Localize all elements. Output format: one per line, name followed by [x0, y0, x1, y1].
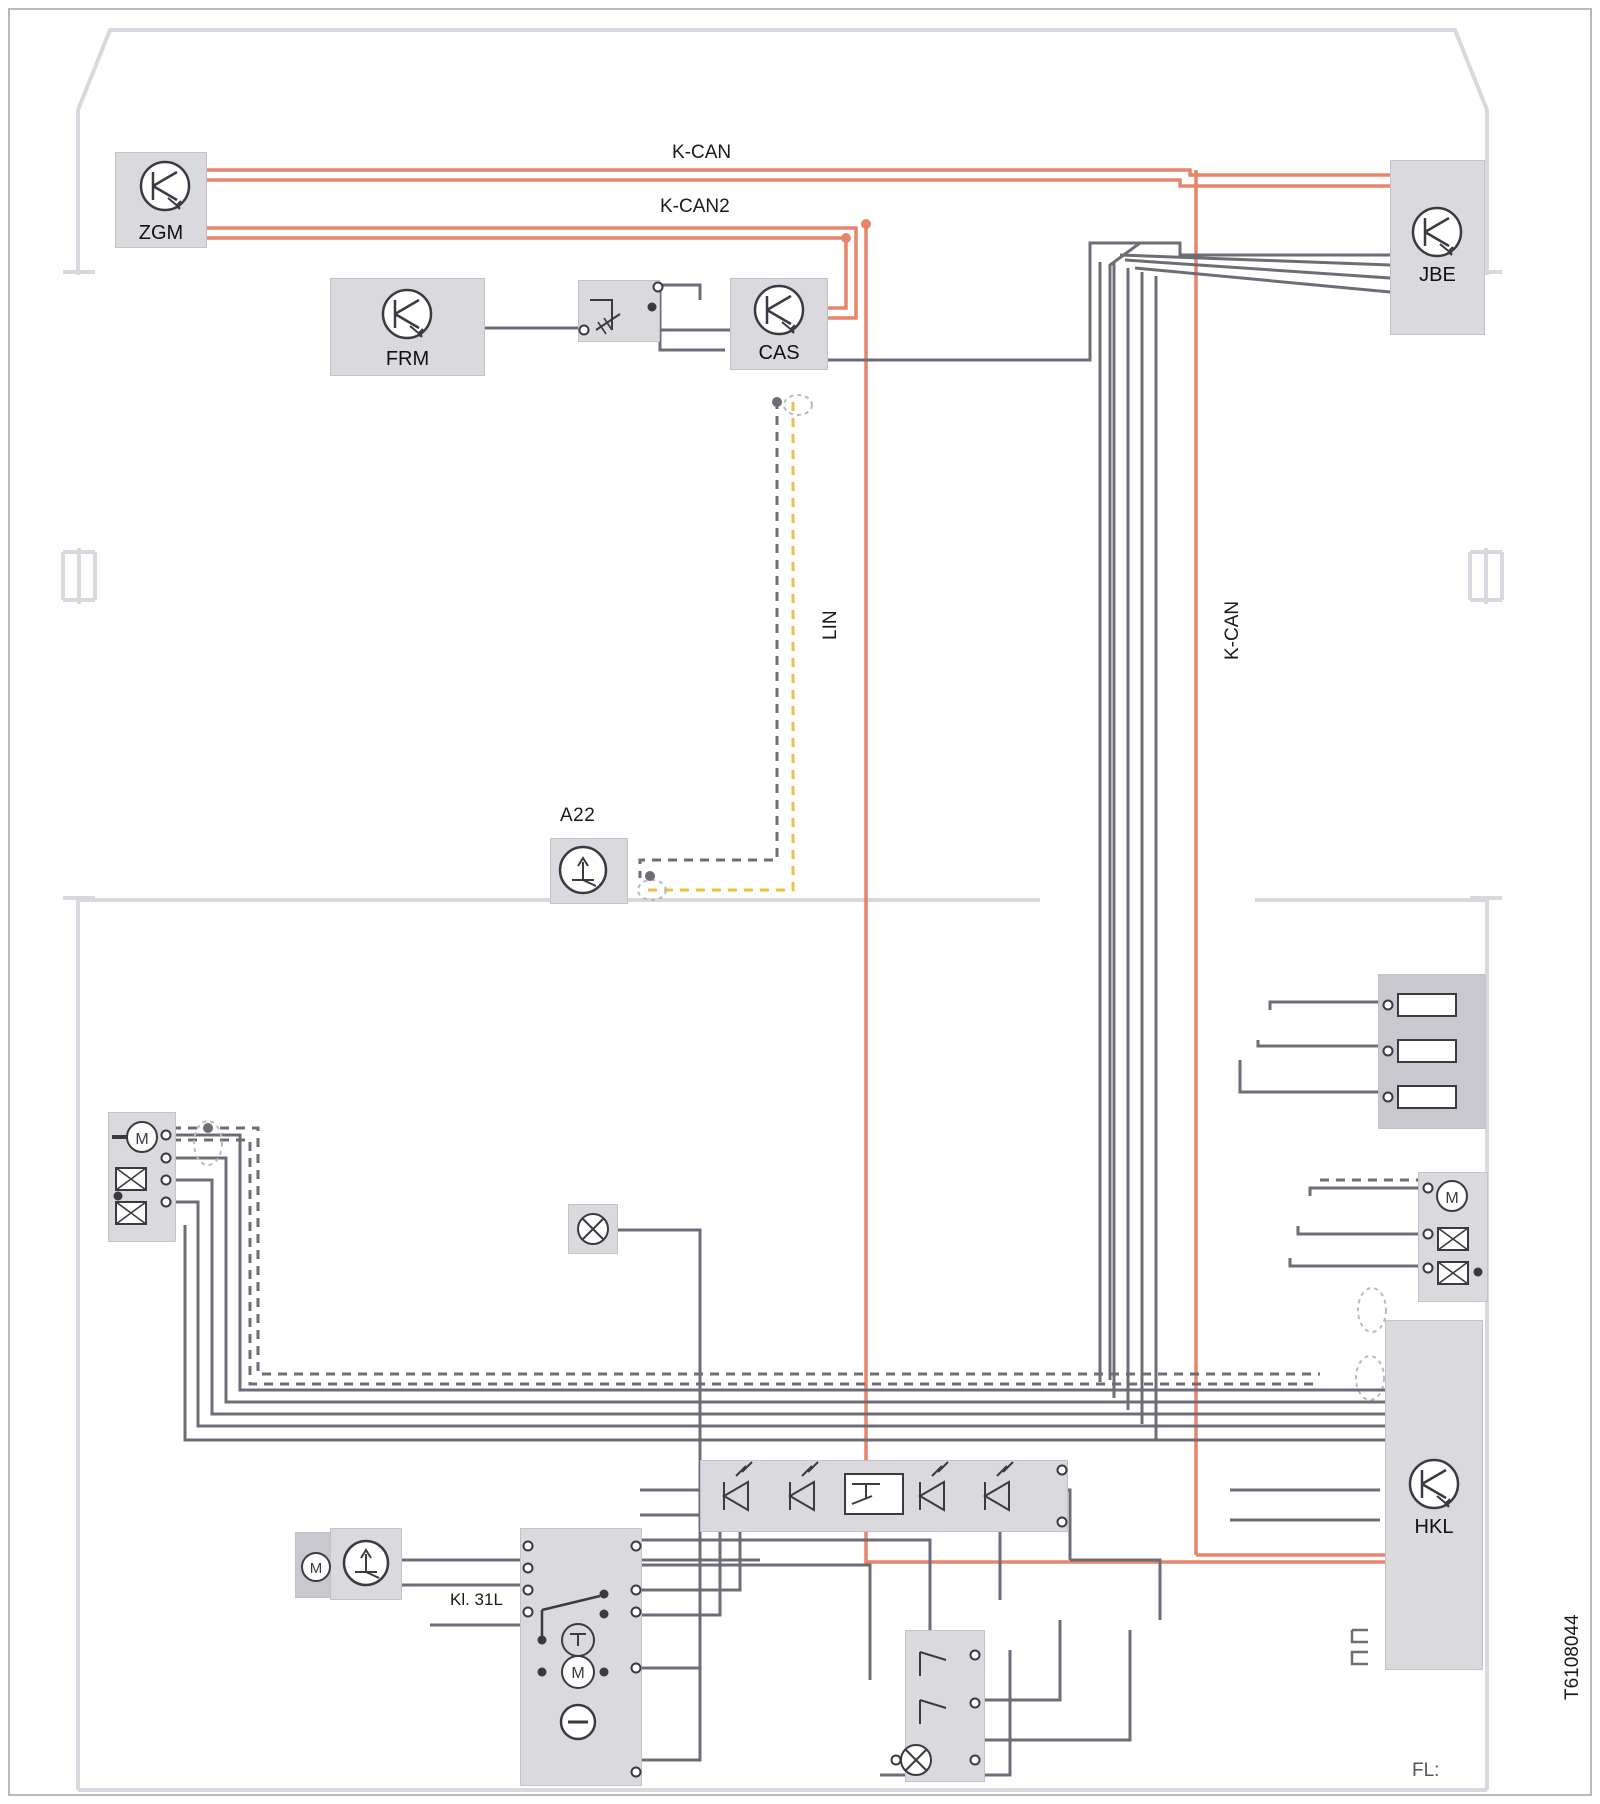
a22-label: A22	[560, 805, 596, 826]
svg-text:M: M	[309, 1560, 323, 1577]
hkl-label: HKL	[1414, 1516, 1454, 1538]
k-can2-label: K-CAN2	[660, 196, 730, 217]
frm-label: FRM	[385, 348, 430, 370]
drawing-number: T6108044	[1562, 1614, 1583, 1700]
svg-text:M: M	[135, 1131, 149, 1148]
jbe-label: JBE	[1419, 264, 1456, 286]
k-can-top-label: K-CAN	[672, 142, 732, 163]
svg-text:M: M	[1445, 1190, 1459, 1207]
lin-label: LIN	[820, 610, 841, 640]
zgm-label: ZGM	[138, 222, 184, 244]
cas-label: CAS	[758, 342, 800, 364]
footer-label: FL:	[1412, 1760, 1440, 1781]
svg-text:M: M	[571, 1665, 585, 1682]
kl31l-label: Kl. 31L	[450, 1590, 503, 1609]
k-can-vertical-label: K-CAN	[1222, 600, 1243, 660]
